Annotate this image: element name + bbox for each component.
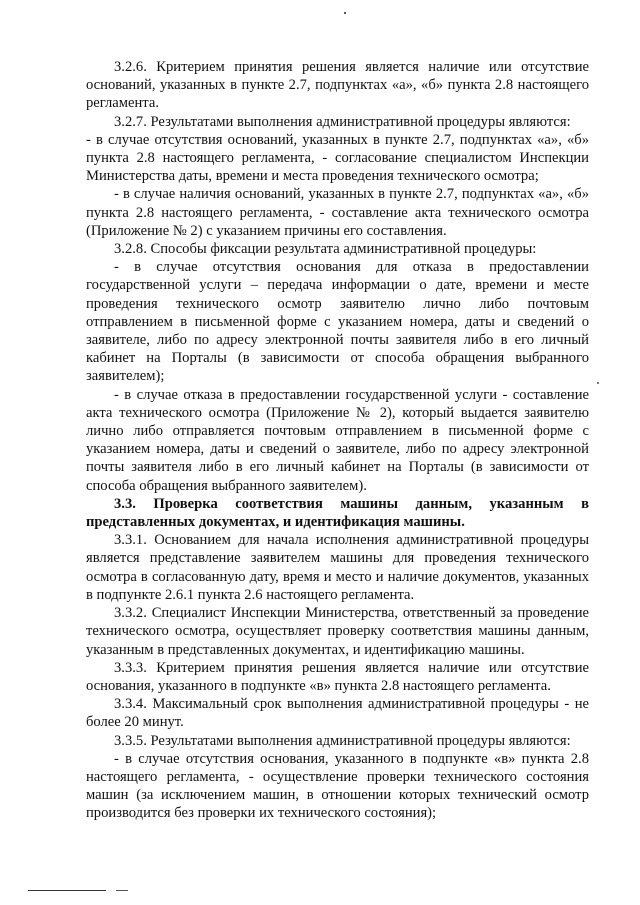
list-item: - в случае отсутствия оснований, указанных в пункте 2.7, подпунктах «а», «б» пункта 2.8 настоящего регламента, - согласование специалистом Инспекции Министерства даты, времени и места проведения технического осмотра; (86, 131, 589, 185)
footer-rule (116, 890, 128, 891)
document-body (86, 58, 589, 823)
paragraph-3-3-1: 3.3.1. Основанием для начала исполнения административной процедуры является представление заявителем машины для проведения технического осмотра в согласованную дату, время и место и наличие документов, указанных в подпункте 2.6.1 пункта 2.6 настоящего регламента. (86, 532, 589, 603)
paragraph-3-3-2: 3.3.2. Специалист Инспекции Министерства, ответственный за проведение технического осмотра, осуществляет проверку соответствия машины данным, указанным в представленных документах, и идентификацию машины. (86, 605, 589, 658)
scan-speck (597, 382, 599, 384)
paragraph-3-2-7: 3.2.7. Результатами выполнения административной процедуры являются: (114, 113, 571, 130)
paragraph-3-2-6: 3.2.6. Критерием принятия решения является наличие или отсутствие оснований, указанных в пункте 2.7, подпунктах «а», «б» пункта 2.8 настоящего регламента. (86, 59, 589, 112)
paragraph-3-2-8: 3.2.8. Способы фиксации результата административной процедуры: (114, 241, 537, 258)
paragraph-3-3-5: 3.3.5. Результатами выполнения административной процедуры являются: (114, 732, 571, 749)
list-item: - в случае отсутствия основания для отказа в предоставлении государственной услуги – передача информации о дате, времени и месте проведения технического осмотр заявителю лично либо почтовым отправлением в письменной форме с указанием номера, даты и сведений о заявителе, либо по адресу электронной почты заявителя либо в его личный кабинет на Порталы (в зависимости от способа обращения выбранного заявителем); (86, 259, 589, 385)
paragraph-3-3-3: 3.3.3. Критерием принятия решения является наличие или отсутствие основания, указанного в подпункте «в» пункта 2.8 настоящего регламента. (86, 659, 589, 694)
list-item: - в случае наличия оснований, указанных в пункте 2.7, подпунктах «а», «б» пункта 2.8 настоящего регламента, - составление акта технического осмотра (Приложение № 2) с указанием причины его составления. (86, 186, 589, 239)
paragraph-3-3-4: 3.3.4. Максимальный срок выполнения административной процедуры - не более 20 минут. (86, 696, 589, 731)
list-item: - в случае отсутствия основания, указанного в подпункте «в» пункта 2.8 настоящего регламента, - осуществление проверки технического состояния машин (за исключением машин, в отношении которых технический осмотр производится без проверки их технического состояния); (86, 750, 589, 822)
footer-rule (28, 890, 106, 891)
section-heading-3-3: 3.3. Проверка соответствия машины данным, указанным в представленных документах, и идентификация машины. (86, 495, 589, 531)
list-item: - в случае отказа в предоставлении государственной услуги - составление акта технического осмотра (Приложение № 2), который выдается заявителю лично либо отправляется почтовым отправлением в письменной форме с указанием номера, даты и сведений о заявителе, либо по адресу электронной почты заявителя либо в его личный кабинет на Порталы (в зависимости от способа обращения выбранного заявителем). (86, 386, 589, 494)
scan-speck (344, 12, 346, 14)
